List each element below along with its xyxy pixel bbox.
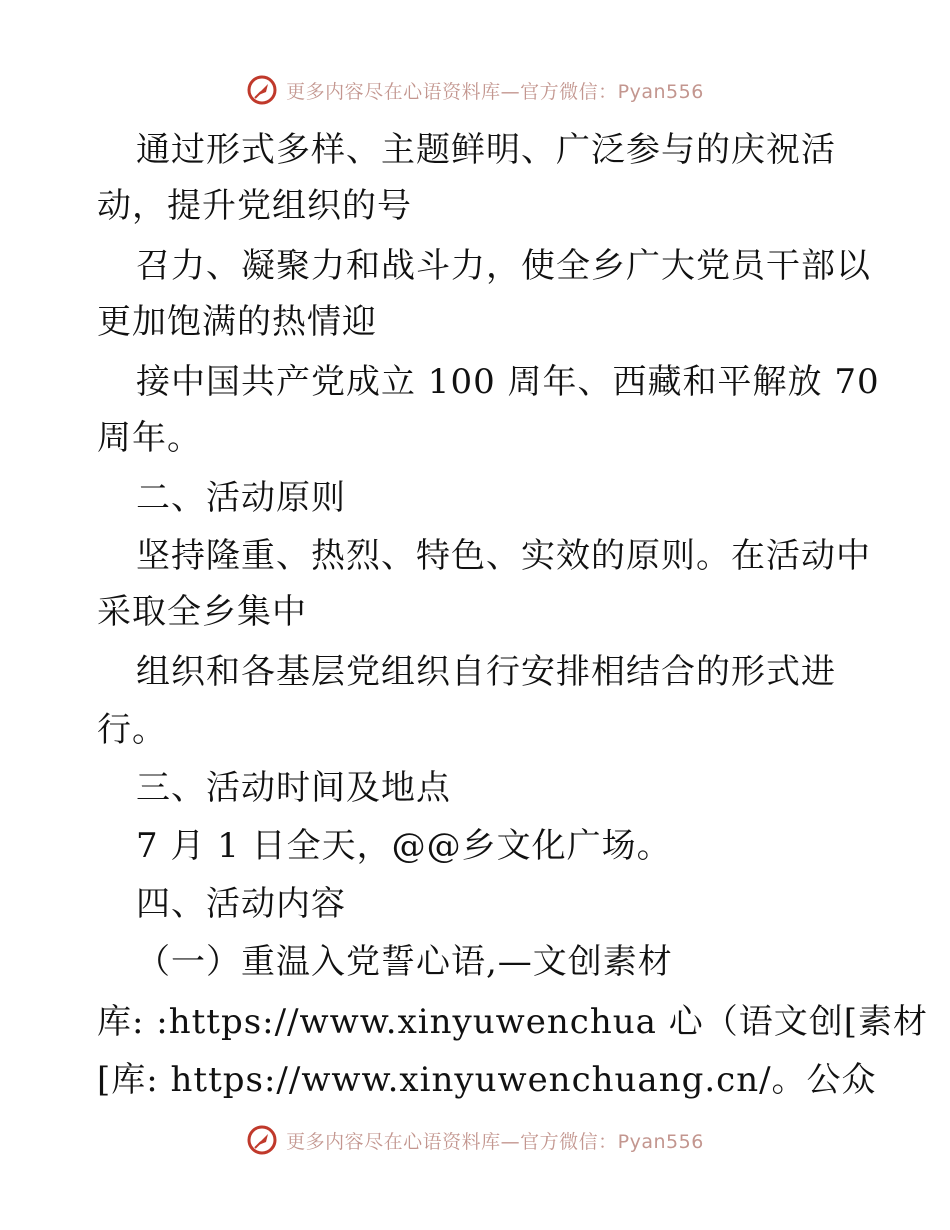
paragraph-line: 通过形式多样、主题鲜明、广泛参与的庆祝活 xyxy=(136,130,836,170)
section-heading: 三、活动时间及地点 xyxy=(136,768,451,808)
footer-watermark xyxy=(0,1120,950,1160)
subsection-heading: （一）重温入党誓心语,—文创素材 xyxy=(136,942,673,982)
paragraph-line: [库: https://www.xinyuwenchuang.cn/。公众 xyxy=(97,1060,877,1100)
paragraph-line: 库: :https://www.xinyuwenchua 心（语文创[素材 xyxy=(97,1002,928,1042)
paragraph-line: 召力、凝聚力和战斗力，使全乡广大党员干部以 xyxy=(136,246,871,286)
feather-badge-icon xyxy=(246,74,278,106)
paragraph-line: 坚持隆重、热烈、特色、实效的原则。在活动中 xyxy=(136,536,871,576)
feather-badge-icon xyxy=(246,1124,278,1156)
paragraph-line: 组织和各基层党组织自行安排相结合的形式进 xyxy=(136,652,836,692)
paragraph-line: 接中国共产党成立 100 周年、西藏和平解放 70 xyxy=(136,362,880,402)
paragraph-line: 动，提升党组织的号 xyxy=(97,186,412,226)
paragraph-line: 采取全乡集中 xyxy=(97,592,307,632)
paragraph-line: 周年。 xyxy=(97,418,202,458)
section-heading: 四、活动内容 xyxy=(136,884,346,924)
paragraph-line: 更加饱满的热情迎 xyxy=(97,302,377,342)
paragraph-line: 行。 xyxy=(97,710,167,750)
section-heading: 二、活动原则 xyxy=(136,478,346,518)
watermark-text: 更多内容尽在心语资料库—官方微信：Pyan556 xyxy=(286,1130,704,1153)
header-watermark xyxy=(0,70,950,110)
watermark-text: 更多内容尽在心语资料库—官方微信：Pyan556 xyxy=(286,80,704,103)
paragraph-line: 7 月 1 日全天，@@乡文化广场。 xyxy=(136,826,672,866)
